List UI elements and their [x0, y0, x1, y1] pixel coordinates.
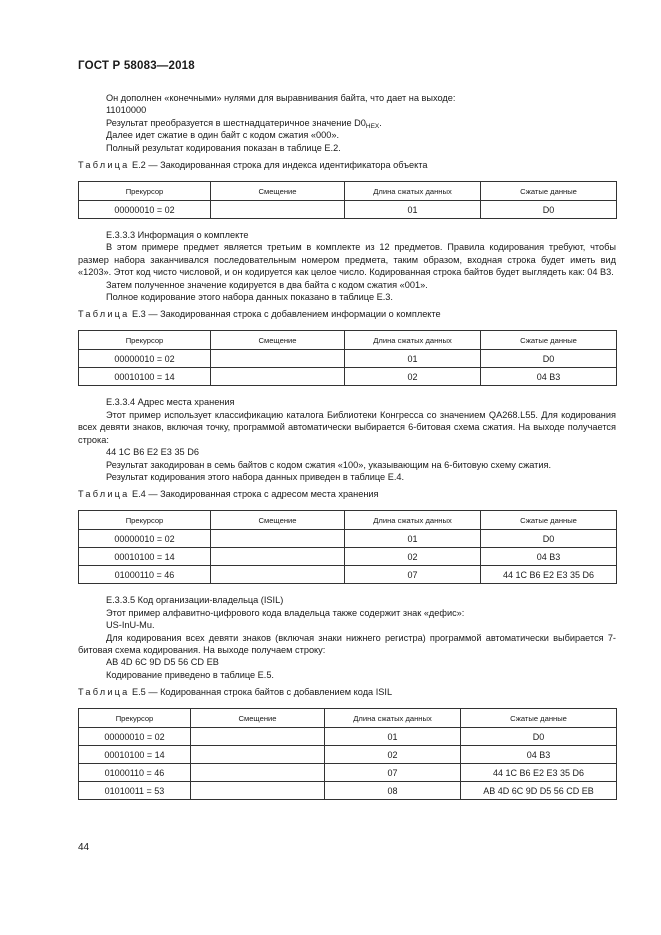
- table-cell: 00010100 = 14: [79, 368, 211, 386]
- table-cell: 01: [345, 350, 481, 368]
- document-header: ГОСТ Р 58083—2018: [78, 60, 195, 72]
- table-e2-caption: [78, 159, 616, 171]
- table-cell: AB 4D 6C 9D D5 56 CD EB: [461, 782, 617, 800]
- section-e334-line-3: Результат закодирован в семь байтов с кодом сжатия «100», указывающим на 6-битовую схему сжатия.: [106, 459, 552, 470]
- col-header-offset: Смещение: [211, 182, 345, 201]
- table-cell: D0: [481, 201, 617, 219]
- section-e334-heading: E.3.3.4 Адрес места хранения: [106, 397, 235, 408]
- table-e5-caption: [78, 686, 616, 698]
- table-cell: [211, 368, 345, 386]
- table-row: [79, 548, 617, 566]
- table-row: [79, 782, 617, 800]
- table-e3-caption-text: E.3 — Закодированная строка с добавлением информации о комплекте: [129, 309, 441, 320]
- page-number: 44: [78, 842, 90, 853]
- table-cell: [211, 530, 345, 548]
- table-cell: [211, 350, 345, 368]
- table-e5-caption-text: E.5 — Кодированная строка байтов с добавлением кода ISIL: [129, 687, 393, 698]
- table-row: [79, 746, 617, 764]
- table-cell: [211, 548, 345, 566]
- table-cell: [191, 728, 325, 746]
- table-cell: 08: [325, 782, 461, 800]
- col-header-compressed: Сжатые данные: [481, 511, 617, 530]
- section-e334-line-2: 44 1C B6 E2 E3 35 D6: [106, 447, 199, 458]
- table-cell: 02: [345, 368, 481, 386]
- table-e4-caption-text: E.4 — Закодированная строка с адресом места хранения: [129, 489, 379, 500]
- col-header-length: Длина сжатых данных: [345, 331, 481, 350]
- intro-line-3-prefix: Результат преобразуется в шестнадцатеричное значение D0: [106, 117, 366, 128]
- table-header-row: [79, 182, 617, 201]
- section-e335-heading: E.3.3.5 Код организации-владельца (ISIL): [106, 595, 284, 606]
- table-e3-caption-label: Таблица: [78, 309, 130, 320]
- col-header-precursor: Прекурсор: [79, 182, 211, 201]
- section-e335-line-1: Этот пример алфавитно-цифрового кода владельца также содержит знак «дефис»:: [106, 607, 465, 618]
- table-row: [79, 566, 617, 584]
- intro-line-3-sub: HEX: [365, 122, 380, 130]
- table-row: [79, 368, 617, 386]
- table-header-row: [79, 331, 617, 350]
- table-cell: 00000010 = 02: [79, 350, 211, 368]
- table-e2-caption-label: Таблица: [78, 160, 130, 171]
- col-header-compressed: Сжатые данные: [461, 709, 617, 728]
- section-e335-para-3: Для кодирования всех девяти знаков (включая знаки нижнего регистра) программой автоматически выбирается 7-битовая схема кодирования. На выходе получаем строку:: [78, 632, 616, 655]
- col-header-precursor: Прекурсор: [79, 511, 211, 530]
- table-cell: D0: [461, 728, 617, 746]
- section-e335-line-2: US-InU-Mu.: [106, 620, 155, 631]
- col-header-length: Длина сжатых данных: [345, 182, 481, 201]
- table-e4-caption-label: Таблица: [78, 489, 130, 500]
- table-cell: 00010100 = 14: [79, 746, 191, 764]
- section-e334-para-1: Этот пример использует классификацию каталога Библиотеки Конгресса со значением QA268.L55. Для кодирования всех девяти знаков, включая точку, программой автоматически выбирается 6-битовая схема сжатия. На выходе получается строка:: [78, 409, 616, 445]
- intro-line-4: Далее идет сжатие в один байт с кодом сжатия «000».: [106, 130, 340, 141]
- section-e333-heading: E.3.3.3 Информация о комплекте: [106, 230, 249, 241]
- table-cell: 02: [325, 746, 461, 764]
- intro-line-5: Полный результат кодирования показан в таблице E.2.: [106, 142, 341, 153]
- table-cell: 01: [325, 728, 461, 746]
- table-cell: 04 B3: [481, 548, 617, 566]
- table-row: [79, 728, 617, 746]
- table-e4: [78, 510, 617, 584]
- table-cell: 07: [325, 764, 461, 782]
- col-header-compressed: Сжатые данные: [481, 331, 617, 350]
- table-cell: 44 1C B6 E2 E3 35 D6: [461, 764, 617, 782]
- table-e5: [78, 708, 617, 800]
- table-cell: 01010011 = 53: [79, 782, 191, 800]
- col-header-length: Длина сжатых данных: [345, 511, 481, 530]
- section-e335-line-5: Кодирование приведено в таблице E.5.: [106, 669, 274, 680]
- section-e335-line-4: AB 4D 6C 9D D5 56 CD EB: [106, 657, 219, 668]
- table-cell: 00000010 = 02: [79, 201, 211, 219]
- table-row: [79, 530, 617, 548]
- table-cell: 01000110 = 46: [79, 764, 191, 782]
- intro-line-1: Он дополнен «конечными» нулями для выравнивания байта, что дает на выходе:: [106, 93, 456, 103]
- table-row: [79, 764, 617, 782]
- table-header-row: [79, 709, 617, 728]
- page-content: [78, 92, 616, 810]
- table-cell: [191, 782, 325, 800]
- section-e333-line-2: Затем полученное значение кодируется в два байта с кодом сжатия «001».: [106, 279, 428, 290]
- table-cell: 04 B3: [481, 368, 617, 386]
- table-e2: [78, 181, 617, 219]
- section-e334-line-4: Результат кодирования этого набора данных приведен в таблице E.4.: [106, 471, 405, 482]
- table-cell: 07: [345, 566, 481, 584]
- table-cell: 02: [345, 548, 481, 566]
- col-header-precursor: Прекурсор: [79, 331, 211, 350]
- section-e333-line-3: Полное кодирование этого набора данных показано в таблице E.3.: [106, 292, 393, 303]
- table-row: [79, 201, 617, 219]
- table-cell: [191, 764, 325, 782]
- table-cell: 44 1C B6 E2 E3 35 D6: [481, 566, 617, 584]
- table-e3-caption: [78, 308, 616, 320]
- table-cell: 01000110 = 46: [79, 566, 211, 584]
- table-cell: 01: [345, 530, 481, 548]
- col-header-precursor: Прекурсор: [79, 709, 191, 728]
- table-cell: [191, 746, 325, 764]
- table-cell: 01: [345, 201, 481, 219]
- col-header-offset: Смещение: [211, 331, 345, 350]
- section-e333-para-1: В этом примере предмет является третьим в комплекте из 12 предметов. Правила кодирования требуют, чтобы размер набора заканчивался последовательным номером предмета, таким образом, входная строка будет иметь вид «1203». Этот код чисто числовой, и он кодируется как целое число. Кодированная строка байтов будет выглядеть как: 04 B3.: [78, 242, 616, 278]
- table-cell: 00000010 = 02: [79, 728, 191, 746]
- table-cell: 04 B3: [461, 746, 617, 764]
- table-e3: [78, 330, 617, 386]
- table-e5-caption-label: Таблица: [78, 687, 130, 698]
- table-cell: 00010100 = 14: [79, 548, 211, 566]
- table-cell: 00000010 = 02: [79, 530, 211, 548]
- intro-line-2: 11010000: [106, 105, 147, 116]
- table-e4-caption: [78, 488, 616, 500]
- table-cell: [211, 566, 345, 584]
- table-cell: [211, 201, 345, 219]
- table-header-row: [79, 511, 617, 530]
- table-cell: D0: [481, 530, 617, 548]
- col-header-compressed: Сжатые данные: [481, 182, 617, 201]
- table-cell: D0: [481, 350, 617, 368]
- col-header-length: Длина сжатых данных: [325, 709, 461, 728]
- intro-line-3: [78, 117, 616, 129]
- intro-line-3-suffix: .: [379, 117, 382, 128]
- col-header-offset: Смещение: [191, 709, 325, 728]
- col-header-offset: Смещение: [211, 511, 345, 530]
- table-row: [79, 350, 617, 368]
- table-e2-caption-text: E.2 — Закодированная строка для индекса идентификатора объекта: [129, 160, 428, 171]
